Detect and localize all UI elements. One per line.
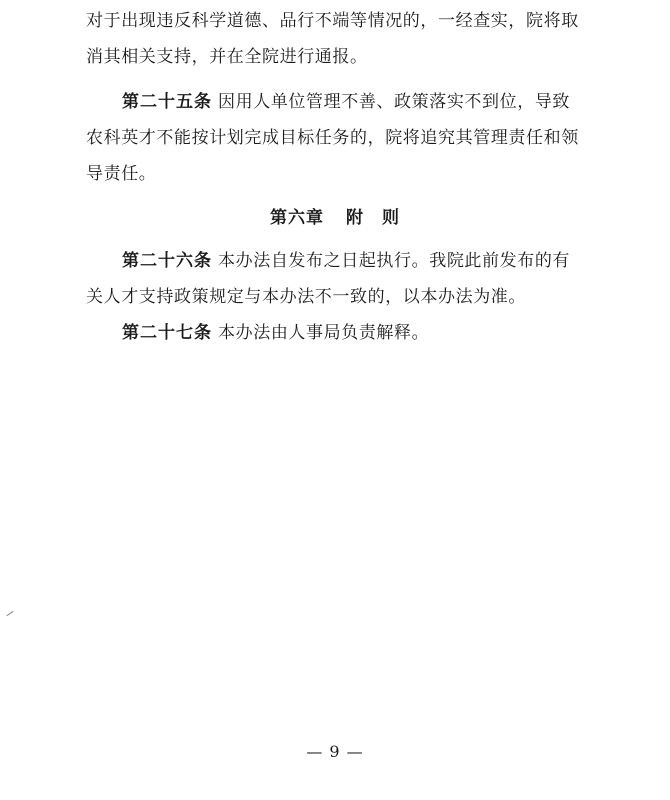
text-line [122,87,570,112]
chapter-number: 第六章 [270,208,324,228]
article-number: 第二十七条 [122,323,212,343]
article-text: 因用人单位管理不善、政策落实不到位，导致 [218,92,571,112]
text-line: 导责任。 [86,164,157,184]
article-text: 本办法自发布之日起执行。我院此前发布的有 [218,251,571,271]
text-line [122,318,429,343]
chapter-title: 附 则 [346,208,400,228]
scan-mark [6,611,13,616]
text-line: 农科英才不能按计划完成目标任务的，院将追究其管理责任和领 [86,128,579,148]
article-number: 第二十六条 [122,251,212,271]
text-line [122,246,570,271]
article-text: 本办法由人事局负责解释。 [218,323,430,343]
page-number: — 9 — [306,742,364,761]
text-line: 关人才支持政策规定与本办法不一致的，以本办法为准。 [86,287,526,307]
chapter-heading [0,203,670,228]
text-line: 对于出现违反科学道德、品行不端等情况的，一经查实，院将取 [86,11,579,31]
article-number: 第二十五条 [122,92,212,112]
text-line: 消其相关支持，并在全院进行通报。 [86,47,368,67]
